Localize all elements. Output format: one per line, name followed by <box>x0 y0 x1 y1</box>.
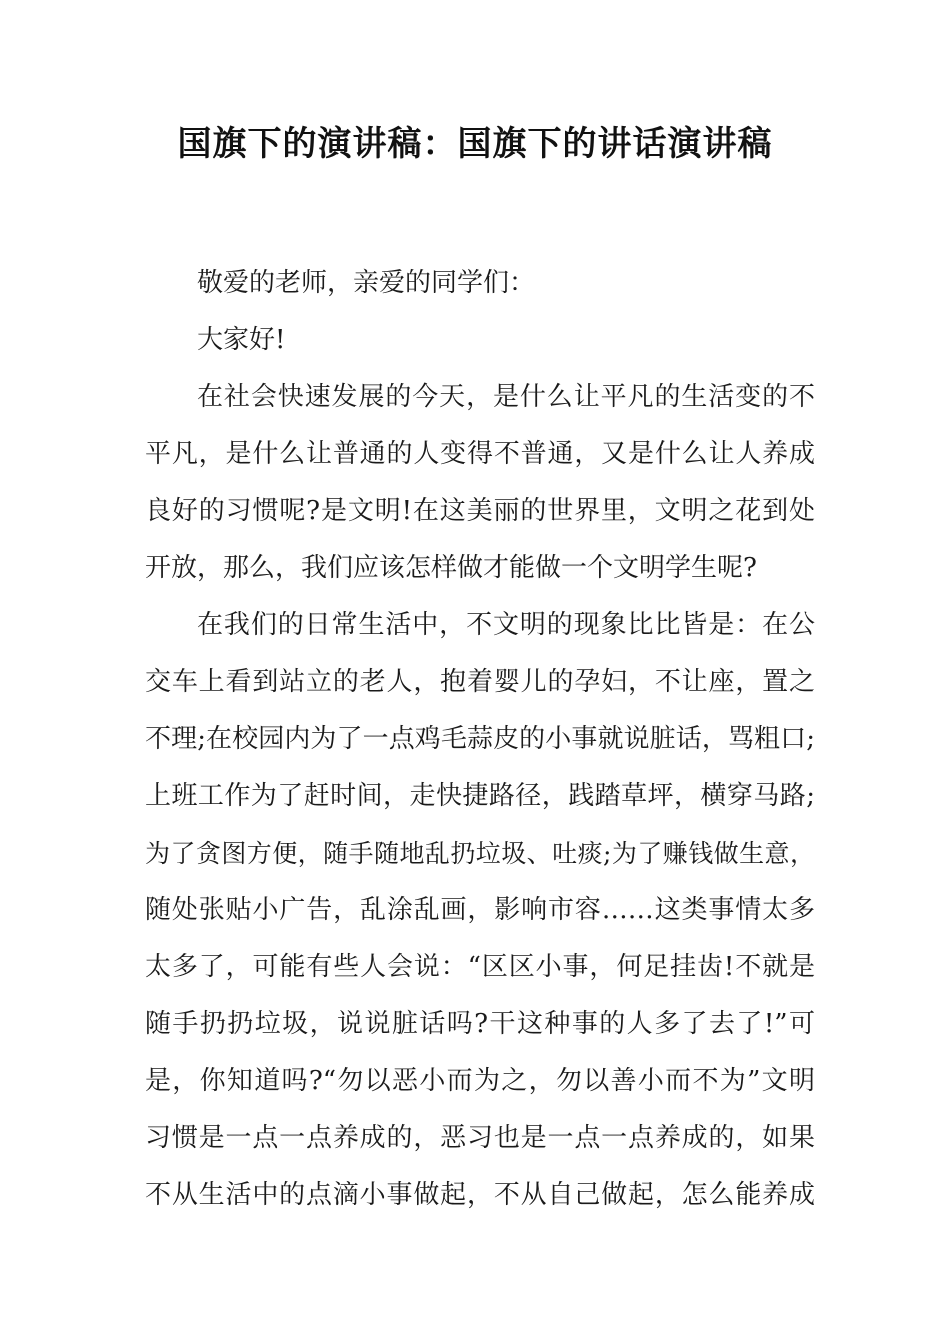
document-body <box>145 255 815 1224</box>
body-text-line: 大家好! <box>197 325 286 355</box>
body-text-line: 良好的习惯呢?是文明!在这美丽的世界里，文明之花到处 <box>145 496 815 526</box>
body-text-line: 交车上看到站立的老人，抱着婴儿的孕妇，不让座，置之 <box>145 667 815 697</box>
body-text-line: 平凡，是什么让普通的人变得不普通，又是什么让人养成 <box>145 439 815 469</box>
body-text-line: 敬爱的老师，亲爱的同学们： <box>197 268 536 298</box>
body-text-line: 太多了，可能有些人会说：“区区小事，何足挂齿!不就是 <box>145 952 815 982</box>
body-text-line: 为了贪图方便，随手随地乱扔垃圾、吐痰;为了赚钱做生意， <box>145 839 815 868</box>
body-text-line: 不理;在校园内为了一点鸡毛蒜皮的小事就说脏话，骂粗口; <box>145 724 815 754</box>
body-text-line: 是，你知道吗?“勿以恶小而为之，勿以善小而不为”文明 <box>145 1066 815 1096</box>
body-text-line: 随手扔扔垃圾，说说脏话吗?干这种事的人多了去了!”可 <box>145 1009 815 1039</box>
body-text-line: 开放，那么，我们应该怎样做才能做一个文明学生呢? <box>145 553 757 583</box>
body-text-line: 上班工作为了赶时间，走快捷路径，践踏草坪，横穿马路; <box>145 781 815 811</box>
body-text-line: 不从生活中的点滴小事做起，不从自己做起，怎么能养成 <box>145 1180 815 1210</box>
document-title: 国旗下的演讲稿：国旗下的讲话演讲稿 <box>177 124 773 164</box>
body-text-line: 随处张贴小广告，乱涂乱画，影响市容……这类事情太多 <box>145 895 815 925</box>
body-text-line: 在社会快速发展的今天，是什么让平凡的生活变的不 <box>197 382 815 412</box>
body-text-line: 在我们的日常生活中，不文明的现象比比皆是：在公 <box>197 610 815 640</box>
body-text-line: 习惯是一点一点养成的，恶习也是一点一点养成的，如果 <box>145 1123 815 1153</box>
